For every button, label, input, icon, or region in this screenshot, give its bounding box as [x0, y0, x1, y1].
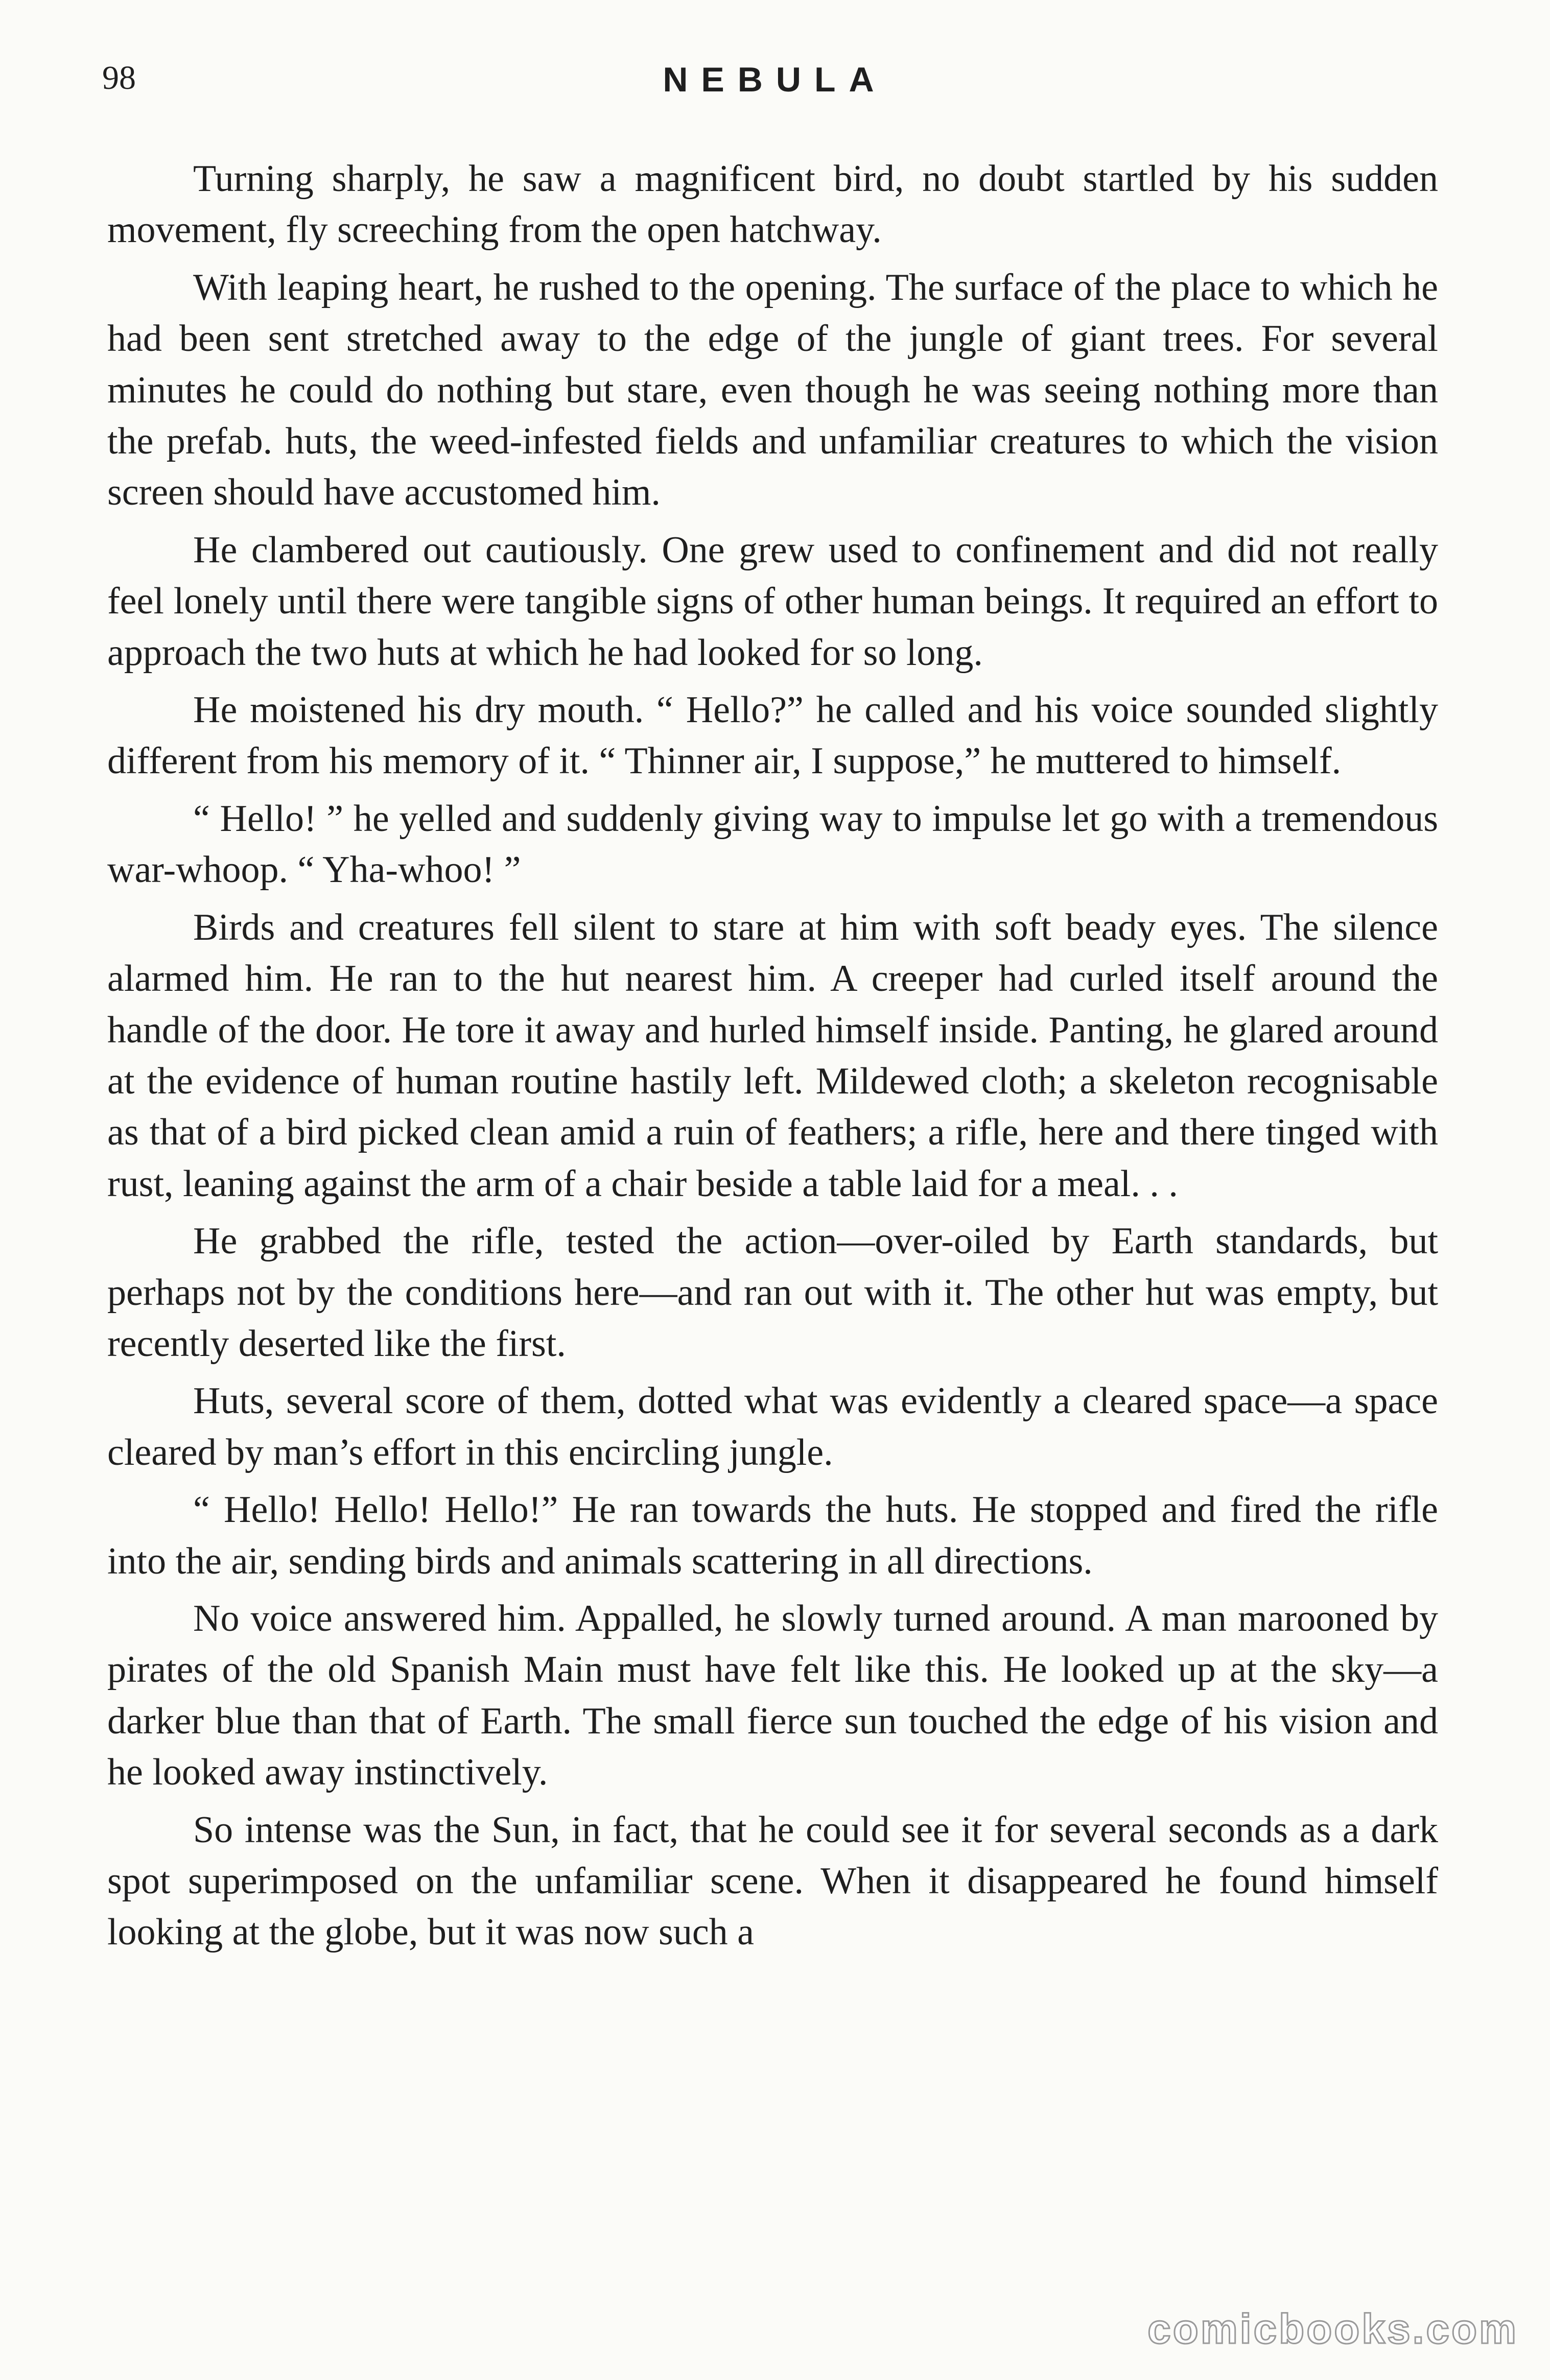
paragraph: Huts, several score of them, dotted what was evidently a cleared space—a space cleared by man’s effort in this encircling jungle.: [107, 1380, 1438, 1473]
running-title: NEBULA: [663, 60, 887, 99]
paragraph: Birds and creatures fell silent to stare at him with soft beady eyes. The silence alarmed him. He ran to the hut nearest him. A creeper had curled itself around the handle of the door. He tore it away and hurled himself inside. Panting, he glared around at the evidence of human routine hastily left. Mildewed cloth; a skeleton recognisable as that of a bird picked clean amid a ruin of feathers; a rifle, here and there tinged with rust, leaning against the arm of a chair beside a table laid for a meal. . .: [107, 906, 1438, 1205]
paragraph: No voice answered him. Appalled, he slowly turned around. A man marooned by pirates of the old Spanish Main must have felt like this. He looked up at the sky—a darker blue than that of Earth. The small fierce sun touched the edge of his vision and he looked away instinctively.: [107, 1597, 1438, 1794]
paragraph: He clambered out cautiously. One grew used to confinement and did not really feel lonely until there were tangible signs of other human beings. It required an effort to approach the two huts at which he had looked for so long.: [107, 529, 1438, 674]
watermark: comicbooks.com: [1147, 2306, 1518, 2352]
paragraph: So intense was the Sun, in fact, that he could see it for several seconds as a dark spot superimposed on the unfamiliar scene. When it disappeared he found himself looking at the globe, but it was now such a: [107, 1808, 1438, 1954]
paragraph: He moistened his dry mouth. “ Hello?” he called and his voice sounded slightly different from his memory of it. “ Thinner air, I suppose,” he muttered to himself.: [107, 689, 1438, 782]
paragraph: He grabbed the rifle, tested the action—over-oiled by Earth standards, but perhaps not by the conditions here—and ran out with it. The other hut was empty, but recently deserted like the first.: [107, 1220, 1438, 1365]
body-text: [107, 153, 1438, 1964]
paragraph: “ Hello! Hello! Hello!” He ran towards the huts. He stopped and fired the rifle into the air, sending birds and animals scattering in all directions.: [107, 1489, 1438, 1582]
page-number: 98: [102, 59, 136, 97]
paragraph: “ Hello! ” he yelled and suddenly giving way to impulse let go with a tremendous war-whoop. “ Yha-whoo! ”: [107, 797, 1438, 891]
paragraph: Turning sharply, he saw a magnificent bird, no doubt startled by his sudden movement, fly screeching from the open hatchway.: [107, 158, 1438, 251]
paragraph: With leaping heart, he rushed to the opening. The surface of the place to which he had been sent stretched away to the edge of the jungle of giant trees. For several minutes he could do nothing but stare, even though he was seeing nothing more than the prefab. huts, the weed-infested fields and unfamiliar creatures to which the vision screen should have accustomed him.: [107, 266, 1438, 514]
